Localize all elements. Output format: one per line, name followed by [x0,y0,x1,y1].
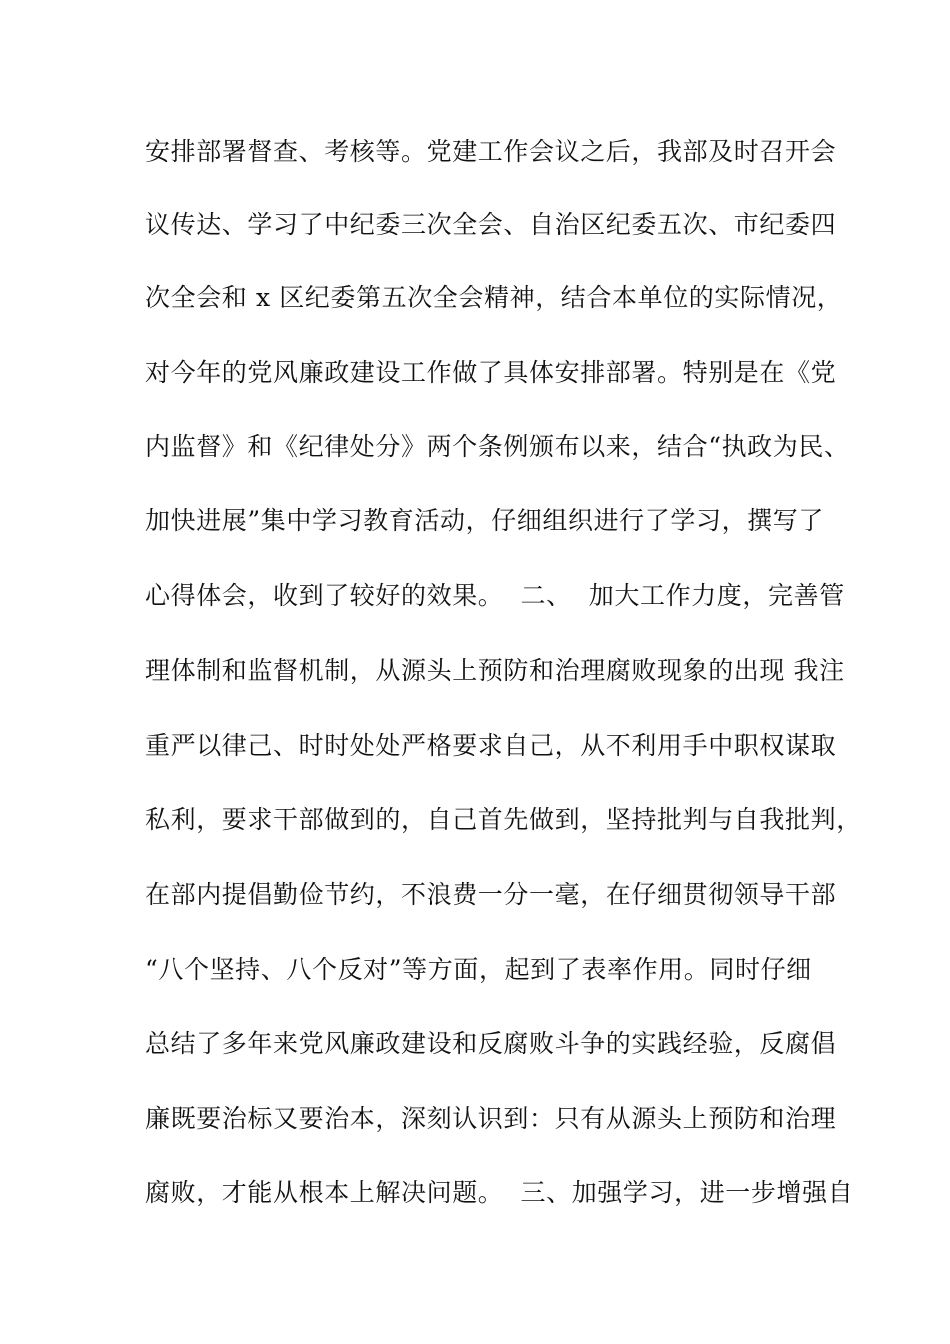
text-line-11: 在部内提倡勤俭节约，不浪费一分一毫，在仔细贯彻领导干部 [145,880,837,909]
text-line-14: 廉既要治标又要治本，深刻认识到：只有从源头上预防和治理 [145,1104,837,1133]
text-line-5: 内监督》和《纪律处分》两个条例颁布以来，结合“执政为民、 [145,432,850,461]
text-line-10: 私利，要求干部做到的，自己首先做到，坚持批判与自我批判， [145,805,862,834]
text-line-3: 次全会和 x 区纪委第五次全会精神，结合本单位的实际情况， [145,283,843,312]
text-line-4: 对今年的党风廉政建设工作做了具体安排部署。特别是在《党 [145,358,837,387]
text-line-2: 议传达、学习了中纪委三次全会、自治区纪委五次、市纪委四 [145,210,837,239]
text-line-8: 理体制和监督机制，从源头上预防和治理腐败现象的出现 我注 [145,656,845,685]
text-line-7: 心得体会，收到了较好的效果。 二、 加大工作力度，完善管 [145,581,845,610]
text-line-15: 腐败，才能从根本上解决问题。 三、加强学习，进一步增强自 [145,1178,854,1207]
text-line-1: 安排部署督查、考核等。党建工作会议之后，我部及时召开会 [145,137,837,166]
text-line-12: “八个坚持、八个反对”等方面，起到了表率作用。同时仔细 [145,955,812,984]
text-line-6: 加快进展”集中学习教育活动，仔细组织进行了学习，撰写了 [145,506,824,535]
text-line-13: 总结了多年来党风廉政建设和反腐败斗争的实践经验，反腐倡 [145,1029,837,1058]
text-line-9: 重严以律己、时时处处严格要求自己，从不利用手中职权谋取 [145,731,837,760]
